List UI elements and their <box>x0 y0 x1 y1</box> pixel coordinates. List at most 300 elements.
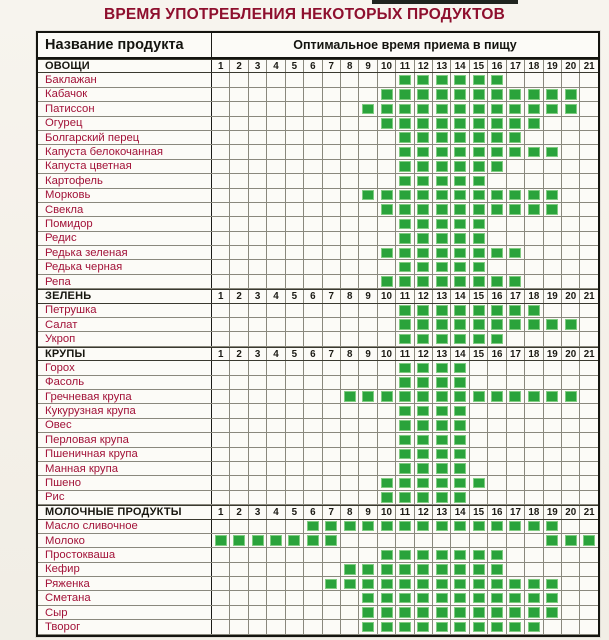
mark-square <box>509 132 521 143</box>
hour-cell <box>507 318 525 331</box>
hour-cell <box>230 131 248 144</box>
hour-cell <box>451 476 469 489</box>
mark-square <box>528 147 540 158</box>
hour-cell <box>433 203 451 216</box>
hour-cell <box>249 217 267 230</box>
hour-cell <box>304 577 322 590</box>
mark-square <box>417 521 429 532</box>
hour-tick: 10 <box>378 506 396 518</box>
mark-square <box>473 147 485 158</box>
hour-cells <box>212 577 598 590</box>
hour-cell <box>507 577 525 590</box>
hour-cell <box>488 548 506 561</box>
mark-square <box>436 521 448 532</box>
mark-square <box>454 276 466 287</box>
mark-square <box>399 449 411 460</box>
mark-square <box>454 521 466 532</box>
mark-square <box>546 579 558 590</box>
mark-square <box>509 593 521 604</box>
mark-square <box>362 607 374 618</box>
mark-square <box>473 176 485 187</box>
hour-cell <box>378 390 396 403</box>
hour-cell <box>525 174 543 187</box>
hour-cell <box>341 448 359 461</box>
hour-cells <box>212 591 598 604</box>
hour-cell <box>359 275 377 288</box>
mark-square <box>436 89 448 100</box>
mark-square <box>399 478 411 489</box>
mark-square <box>399 118 411 129</box>
mark-square <box>528 622 540 633</box>
product-label: Редька черная <box>38 260 212 273</box>
hour-cell <box>470 117 488 130</box>
hour-cell <box>359 304 377 317</box>
hour-cell <box>359 433 377 446</box>
hour-cell <box>267 390 285 403</box>
hour-cell <box>470 332 488 345</box>
hour-cell <box>433 491 451 504</box>
hour-cell <box>286 145 304 158</box>
mark-square <box>473 104 485 115</box>
hour-cell <box>415 419 433 432</box>
product-label: Капуста цветная <box>38 160 212 173</box>
mark-square <box>417 176 429 187</box>
hour-tick: 11 <box>396 60 414 72</box>
hour-cell <box>433 577 451 590</box>
hour-cell <box>249 404 267 417</box>
hour-cell <box>580 246 597 259</box>
hour-cells <box>212 290 598 302</box>
hour-cell <box>249 260 267 273</box>
mark-square <box>565 535 577 546</box>
hour-tick: 1 <box>212 506 230 518</box>
mark-square <box>417 363 429 374</box>
hour-cell <box>230 404 248 417</box>
hour-cell <box>415 332 433 345</box>
mark-square <box>399 420 411 431</box>
hour-cell <box>378 145 396 158</box>
hour-cell <box>304 534 322 547</box>
hour-cell <box>230 117 248 130</box>
section-label: ОВОЩИ <box>38 60 212 72</box>
hour-cell <box>488 189 506 202</box>
hour-cell <box>415 131 433 144</box>
mark-square <box>473 233 485 244</box>
hour-cell <box>359 390 377 403</box>
hour-cells <box>212 404 598 417</box>
hour-cell <box>433 102 451 115</box>
mark-square <box>491 75 503 86</box>
hour-cell <box>507 606 525 619</box>
hour-cell <box>451 260 469 273</box>
mark-square <box>399 593 411 604</box>
mark-square <box>546 104 558 115</box>
hour-cell <box>544 102 562 115</box>
section-row <box>38 347 598 361</box>
hour-cell <box>359 318 377 331</box>
hour-cell <box>323 260 341 273</box>
hour-cell <box>267 189 285 202</box>
hour-cell <box>415 534 433 547</box>
hour-cell <box>341 548 359 561</box>
hour-cell <box>212 563 230 576</box>
mark-square <box>546 535 558 546</box>
hour-cells <box>212 260 598 273</box>
mark-square <box>362 622 374 633</box>
product-label: Репа <box>38 275 212 288</box>
mark-square <box>473 262 485 273</box>
mark-square <box>509 248 521 259</box>
mark-square <box>381 276 393 287</box>
hour-cell <box>230 73 248 86</box>
hour-cell <box>378 189 396 202</box>
product-row <box>38 260 598 274</box>
hour-cell <box>230 591 248 604</box>
section-label: МОЛОЧНЫЕ ПРОДУКТЫ <box>38 506 212 518</box>
hour-cell <box>415 318 433 331</box>
hour-cell <box>249 203 267 216</box>
mark-square <box>417 550 429 561</box>
hour-cells <box>212 145 598 158</box>
hour-cell <box>470 73 488 86</box>
hour-cell <box>433 131 451 144</box>
hour-cell <box>433 318 451 331</box>
mark-square <box>454 305 466 316</box>
hour-cell <box>267 117 285 130</box>
hour-cell <box>286 448 304 461</box>
hour-cell <box>415 246 433 259</box>
hour-cell <box>525 433 543 446</box>
product-label: Морковь <box>38 189 212 202</box>
mark-square <box>436 463 448 474</box>
hour-cell <box>212 131 230 144</box>
hour-cell <box>525 476 543 489</box>
hour-cell <box>562 591 580 604</box>
hour-cell <box>433 606 451 619</box>
hour-cell <box>230 390 248 403</box>
hour-cell <box>507 160 525 173</box>
hour-cell <box>359 73 377 86</box>
product-label: Патиссон <box>38 102 212 115</box>
hour-cell <box>451 160 469 173</box>
hour-cell <box>433 376 451 389</box>
hour-cell <box>470 491 488 504</box>
mark-square <box>436 233 448 244</box>
mark-square <box>381 550 393 561</box>
hour-cell <box>470 160 488 173</box>
mark-square <box>399 334 411 345</box>
hour-cell <box>341 232 359 245</box>
hour-cells <box>212 534 598 547</box>
hour-cell <box>341 433 359 446</box>
product-row <box>38 448 598 462</box>
hour-cell <box>488 102 506 115</box>
hour-cell <box>212 232 230 245</box>
hour-cell <box>562 404 580 417</box>
hour-cell <box>451 577 469 590</box>
mark-square <box>399 305 411 316</box>
hour-cell <box>396 419 414 432</box>
mark-square <box>436 579 448 590</box>
hour-cell <box>286 534 304 547</box>
hour-cell <box>470 275 488 288</box>
hour-cell <box>359 232 377 245</box>
product-label: Баклажан <box>38 73 212 86</box>
hour-cell <box>544 246 562 259</box>
hour-cell <box>525 102 543 115</box>
hour-cell <box>212 217 230 230</box>
mark-square <box>381 104 393 115</box>
mark-square <box>436 262 448 273</box>
hour-cell <box>507 591 525 604</box>
hour-cell <box>249 160 267 173</box>
mark-square <box>399 132 411 143</box>
hour-cell <box>267 246 285 259</box>
product-label: Рис <box>38 491 212 504</box>
hour-cell <box>525 404 543 417</box>
hour-tick: 14 <box>451 60 469 72</box>
hour-cell <box>267 160 285 173</box>
hour-cell <box>286 174 304 187</box>
mark-square <box>509 104 521 115</box>
hour-tick: 2 <box>230 506 248 518</box>
hour-cell <box>304 304 322 317</box>
hour-tick: 6 <box>304 290 322 302</box>
hour-cell <box>415 304 433 317</box>
hour-cells <box>212 232 598 245</box>
hour-cell <box>415 361 433 374</box>
hour-tick: 20 <box>562 290 580 302</box>
mark-square <box>491 564 503 575</box>
mark-square <box>528 190 540 201</box>
hour-cell <box>230 376 248 389</box>
hour-cell <box>359 376 377 389</box>
mark-square <box>491 248 503 259</box>
mark-square <box>436 377 448 388</box>
product-label: Болгарский перец <box>38 131 212 144</box>
hour-cell <box>562 203 580 216</box>
hour-cell <box>451 318 469 331</box>
hour-tick: 10 <box>378 60 396 72</box>
hour-cell <box>230 160 248 173</box>
mark-square <box>399 607 411 618</box>
hour-cell <box>341 476 359 489</box>
mark-square <box>417 564 429 575</box>
hour-cell <box>470 419 488 432</box>
hour-cells <box>212 491 598 504</box>
hour-cell <box>507 203 525 216</box>
hour-tick: 15 <box>470 506 488 518</box>
hour-tick: 19 <box>544 290 562 302</box>
hour-cell <box>304 174 322 187</box>
mark-square <box>233 535 245 546</box>
hour-cell <box>544 419 562 432</box>
hour-cells <box>212 73 598 86</box>
hour-cell <box>286 73 304 86</box>
mark-square <box>417 334 429 345</box>
mark-square <box>491 104 503 115</box>
mark-square <box>362 190 374 201</box>
hour-cell <box>507 88 525 101</box>
hour-cell <box>488 448 506 461</box>
hour-cell <box>451 232 469 245</box>
mark-square <box>491 607 503 618</box>
hour-cell <box>212 476 230 489</box>
hour-tick: 4 <box>267 290 285 302</box>
hour-cell <box>267 88 285 101</box>
hour-cells <box>212 174 598 187</box>
mark-square <box>417 492 429 503</box>
product-row <box>38 548 598 562</box>
hour-cell <box>378 491 396 504</box>
hour-cell <box>212 419 230 432</box>
hour-cell <box>580 318 597 331</box>
hour-cell <box>304 433 322 446</box>
hour-cell <box>323 275 341 288</box>
mark-square <box>344 391 356 402</box>
hour-cell <box>580 361 597 374</box>
hour-cell <box>470 462 488 475</box>
mark-square <box>362 564 374 575</box>
hour-cell <box>378 217 396 230</box>
hour-cell <box>378 462 396 475</box>
hour-cells <box>212 606 598 619</box>
mark-square <box>473 550 485 561</box>
mark-square <box>381 607 393 618</box>
mark-square <box>399 262 411 273</box>
hour-cell <box>562 260 580 273</box>
hour-cell <box>323 160 341 173</box>
hour-tick: 2 <box>230 348 248 360</box>
hour-cell <box>433 232 451 245</box>
hour-cell <box>341 131 359 144</box>
mark-square <box>436 147 448 158</box>
hour-cell <box>470 448 488 461</box>
section-label: КРУПЫ <box>38 348 212 360</box>
mark-square <box>417 219 429 230</box>
hour-cell <box>267 462 285 475</box>
hour-cell <box>415 476 433 489</box>
mark-square <box>436 492 448 503</box>
hour-cell <box>433 433 451 446</box>
mark-square <box>528 521 540 532</box>
hour-cell <box>230 217 248 230</box>
mark-square <box>454 118 466 129</box>
mark-square <box>491 118 503 129</box>
hour-cell <box>488 577 506 590</box>
hour-cell <box>249 448 267 461</box>
optimal-time-column-header: Оптимальное время приема в пищу <box>293 38 517 52</box>
hour-cell <box>451 491 469 504</box>
hour-cell <box>396 404 414 417</box>
mark-square <box>491 276 503 287</box>
hour-cell <box>323 203 341 216</box>
product-name-column-header: Название продукта <box>38 33 212 57</box>
product-label: Огурец <box>38 117 212 130</box>
hour-cell <box>396 189 414 202</box>
mark-square <box>436 593 448 604</box>
hour-cell <box>230 246 248 259</box>
hour-tick: 21 <box>583 290 595 302</box>
hour-cell <box>341 390 359 403</box>
hour-cell <box>488 217 506 230</box>
product-row <box>38 577 598 591</box>
hour-tick: 14 <box>451 290 469 302</box>
hour-cell <box>212 260 230 273</box>
hour-cell <box>249 534 267 547</box>
mark-square <box>454 75 466 86</box>
mark-square <box>436 276 448 287</box>
hour-cell <box>525 563 543 576</box>
hour-cell <box>359 591 377 604</box>
hour-cell <box>323 232 341 245</box>
product-label: Салат <box>38 318 212 331</box>
hour-cell <box>415 117 433 130</box>
mark-square <box>454 334 466 345</box>
hour-tick: 19 <box>544 348 562 360</box>
hour-cell <box>212 246 230 259</box>
product-label: Пшеничная крупа <box>38 448 212 461</box>
hour-cell <box>267 606 285 619</box>
product-label: Редис <box>38 232 212 245</box>
mark-square <box>528 118 540 129</box>
hour-cell <box>544 332 562 345</box>
hour-cells <box>212 563 598 576</box>
mark-square <box>399 391 411 402</box>
product-row <box>38 606 598 620</box>
hour-cell <box>286 520 304 533</box>
hour-cell <box>488 563 506 576</box>
hour-cell <box>341 332 359 345</box>
mark-square <box>436 391 448 402</box>
hour-cell <box>230 491 248 504</box>
hour-tick: 11 <box>396 348 414 360</box>
hour-cell <box>286 332 304 345</box>
hour-cell <box>341 606 359 619</box>
hour-cell <box>286 260 304 273</box>
mark-square <box>473 248 485 259</box>
hour-tick: 5 <box>286 348 304 360</box>
hour-cell <box>507 73 525 86</box>
hour-cell <box>212 174 230 187</box>
hour-cell <box>304 606 322 619</box>
mark-square <box>399 219 411 230</box>
hour-cell <box>267 404 285 417</box>
mark-square <box>528 607 540 618</box>
hour-cell <box>304 260 322 273</box>
hour-cell <box>451 304 469 317</box>
hour-cell <box>580 131 597 144</box>
hour-cell <box>286 318 304 331</box>
hour-cell <box>415 174 433 187</box>
hour-cell <box>378 419 396 432</box>
hour-cell <box>544 145 562 158</box>
hour-cell <box>580 462 597 475</box>
hour-cell <box>544 491 562 504</box>
hour-cell <box>451 73 469 86</box>
hour-cell <box>451 131 469 144</box>
hour-cells <box>212 217 598 230</box>
mark-square <box>509 147 521 158</box>
hour-cell <box>507 189 525 202</box>
hour-cell <box>286 476 304 489</box>
hour-cell <box>267 534 285 547</box>
hour-cell <box>544 577 562 590</box>
hour-cell <box>544 88 562 101</box>
mark-square <box>491 319 503 330</box>
hour-tick: 18 <box>525 290 543 302</box>
mark-square <box>509 622 521 633</box>
